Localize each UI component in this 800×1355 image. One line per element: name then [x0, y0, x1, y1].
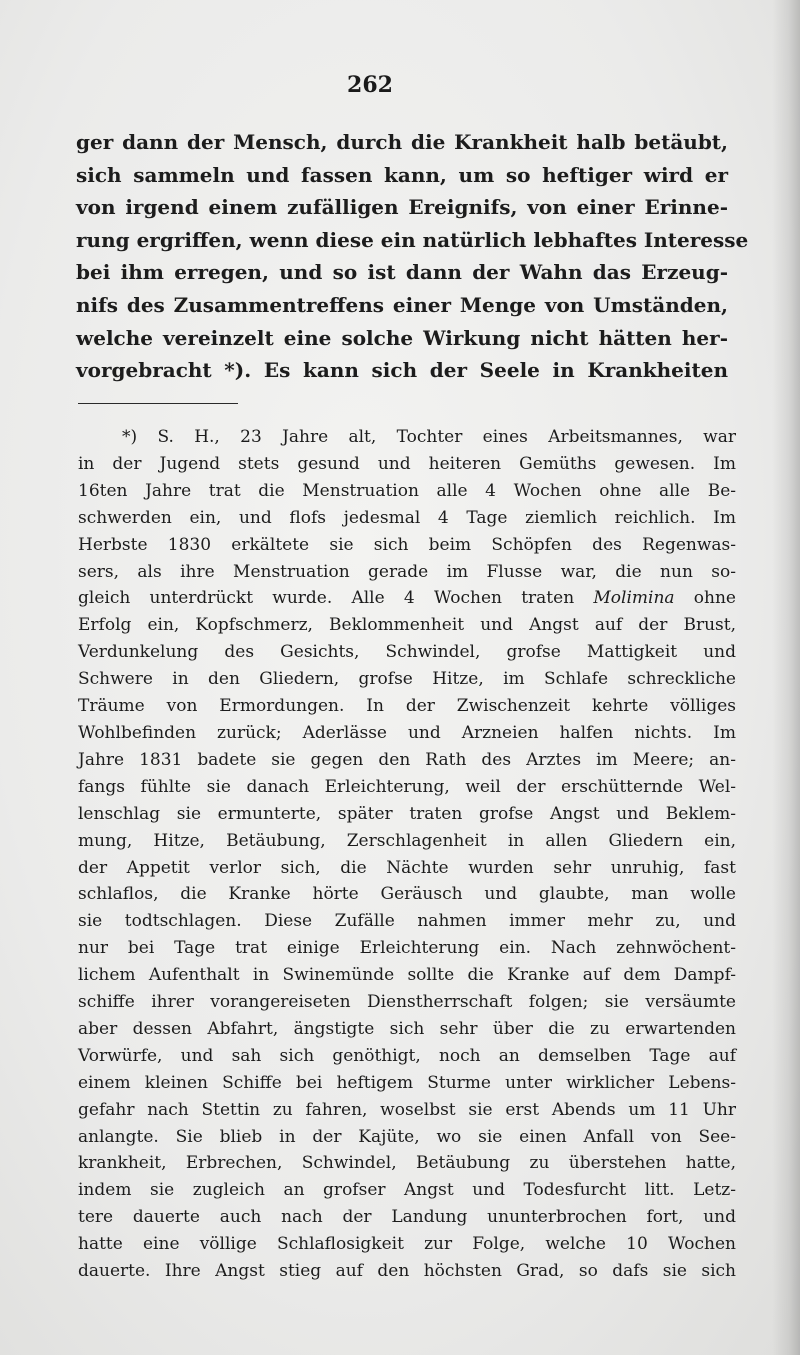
- footnote-line: Verdunkelung des Gesichts, Schwindel, grofse Mattigkeit und: [78, 642, 736, 663]
- main-text-line: welche vereinzelt eine solche Wirkung nicht hätten her-: [76, 325, 728, 350]
- footnote-line: Wohlbefinden zurück; Aderlässe und Arzneien halfen nichts. Im: [78, 722, 736, 743]
- footnote-line: fangs fühlte sie danach Erleichterung, weil der erschütternde Wel-: [78, 776, 736, 797]
- footnote-block: [78, 424, 736, 1285]
- footnote-line: krankheit, Erbrechen, Schwindel, Betäubung zu überstehen hatte,: [78, 1153, 736, 1174]
- footnote-line: der Appetit verlor sich, die Nächte wurden sehr unruhig, fast: [78, 857, 736, 878]
- footnote-line: indem sie zugleich an grofser Angst und Todesfurcht litt. Letz-: [78, 1180, 736, 1201]
- footnote-line: Jahre 1831 badete sie gegen den Rath des Arztes im Meere; an-: [78, 749, 736, 770]
- footnote-line: Träume von Ermordungen. In der Zwischenzeit kehrte völliges: [78, 696, 736, 717]
- footnote-line: nur bei Tage trat einige Erleichterung ein. Nach zehnwöchent-: [78, 938, 736, 959]
- footnote-line: anlangte. Sie blieb in der Kajüte, wo sie einen Anfall von See-: [78, 1126, 736, 1147]
- footnote-line: schiffe ihrer vorangereiseten Dienstherrschaft folgen; sie versäumte: [78, 992, 736, 1013]
- footnote-line: sie todtschlagen. Diese Zufälle nahmen immer mehr zu, und: [78, 911, 736, 932]
- page-edge-shadow: [772, 0, 800, 1355]
- footnote-line: in der Jugend stets gesund und heiteren Gemüths gewesen. Im: [78, 453, 736, 474]
- main-text-line: nifs des Zusammentreffens einer Menge von Umständen,: [76, 292, 728, 317]
- footnote-line: einem kleinen Schiffe bei heftigem Sturme unter wirklicher Lebens-: [78, 1072, 736, 1093]
- footnote-line: aber dessen Abfahrt, ängstigte sich sehr über die zu erwartenden: [78, 1018, 736, 1039]
- footnote-line: Schwere in den Gliedern, grofse Hitze, im Schlafe schreckliche: [78, 669, 736, 690]
- main-text-line: bei ihm erregen, und so ist dann der Wahn das Erzeug-: [76, 260, 728, 285]
- footnote-separator: [78, 403, 238, 404]
- footnote-line-start: gleich unterdrückt wurde. Alle 4 Wochen traten: [78, 588, 575, 609]
- footnote-line: Erfolg ein, Kopfschmerz, Beklommenheit und Angst auf der Brust,: [78, 615, 736, 636]
- footnote-line: gefahr nach Stettin zu fahren, woselbst sie erst Abends um 11 Uhr: [78, 1099, 736, 1120]
- footnote-line: schwerden ein, und flofs jedesmal 4 Tage ziemlich reichlich. Im: [78, 507, 736, 528]
- footnote-line: hatte eine völlige Schlaflosigkeit zur Folge, welche 10 Wochen: [78, 1234, 736, 1255]
- footnote-line: *) S. H., 23 Jahre alt, Tochter eines Arbeitsmannes, war: [122, 427, 736, 447]
- main-text-block: [76, 126, 749, 387]
- footnote-line: dauerte. Ihre Angst stieg auf den höchsten Grad, so dafs sie sich: [78, 1261, 736, 1282]
- footnote-line-end: ohne: [693, 588, 736, 609]
- main-text-line: ger dann der Mensch, durch die Krankheit halb betäubt,: [76, 130, 728, 154]
- main-text-line: rung ergriffen, wenn diese ein natürlich lebhaftes Interesse: [76, 227, 749, 252]
- footnote-line: 16ten Jahre trat die Menstruation alle 4 Wochen ohne alle Be-: [78, 480, 736, 501]
- footnote-line: Herbste 1830 erkältete sie sich beim Schöpfen des Regenwas-: [78, 534, 736, 555]
- footnote-line: schlaflos, die Kranke hörte Geräusch und glaubte, man wolle: [78, 884, 736, 905]
- main-text-line: vorgebracht *). Es kann sich der Seele in Krankheiten: [76, 358, 728, 383]
- footnote-line: lenschlag sie ermunterte, später traten grofse Angst und Beklem-: [78, 803, 736, 824]
- main-text-line: von irgend einem zufälligen Ereignifs, von einer Erinne-: [76, 195, 728, 220]
- footnote-line-mixed: [78, 585, 736, 612]
- footnote-line: Vorwürfe, und sah sich genöthigt, noch an demselben Tage auf: [78, 1045, 736, 1066]
- main-text-line: sich sammeln und fassen kann, um so heftiger wird er: [76, 162, 728, 187]
- footnote-italic-term: Molimina: [593, 588, 675, 609]
- footnote-line: sers, als ihre Menstruation gerade im Flusse war, die nun so-: [78, 561, 736, 582]
- footnote-line: mung, Hitze, Betäubung, Zerschlagenheit in allen Gliedern ein,: [78, 830, 736, 851]
- footnote-line: tere dauerte auch nach der Landung ununterbrochen fort, und: [78, 1207, 736, 1228]
- page-number: 262: [347, 72, 393, 98]
- footnote-line: lichem Aufenthalt in Swinemünde sollte die Kranke auf dem Dampf-: [78, 965, 736, 986]
